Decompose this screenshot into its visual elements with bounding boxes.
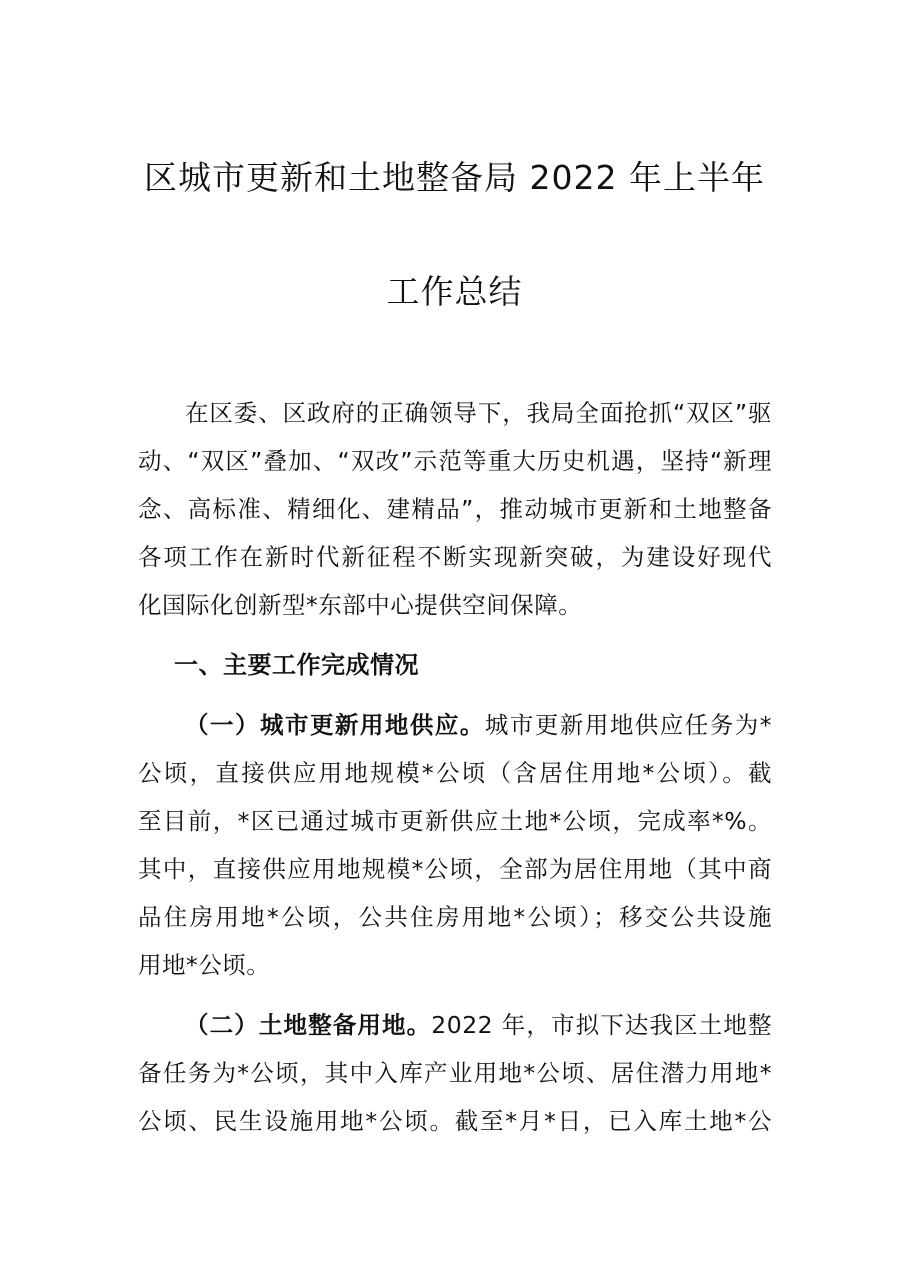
paragraph-line: 用地*公顷。 (138, 951, 271, 979)
intro-line: 化国际化创新型*东部中心提供空间保障。 (138, 591, 583, 619)
intro-line: 各项工作在新时代新征程不断实现新突破，为建设好现代 (138, 543, 772, 571)
document-body (138, 389, 772, 1145)
paragraph-text: 2022 年，市拟下达我区土地整 (431, 1011, 772, 1039)
paragraph-line: 其中，直接供应用地规模*公顷，全部为居住用地（其中商 (138, 855, 772, 883)
title-line-1: 区城市更新和土地整备局 2022 年上半年 (144, 158, 765, 197)
paragraph-line: 公顷，直接供应用地规模*公顷（含居住用地*公顷）。截 (138, 759, 772, 787)
intro-line: 念、高标准、精细化、建精品”，推动城市更新和土地整备 (138, 495, 772, 523)
paragraph-line: 至目前，*区已通过城市更新供应土地*公顷，完成率*%。 (138, 807, 772, 835)
subsection-label: （二）土地整备用地。 (185, 1011, 432, 1039)
subsection-label: （一）城市更新用地供应。 (185, 711, 485, 739)
paragraph-first-line (138, 701, 772, 749)
paragraph-text: 城市更新用地供应任务为* (484, 711, 773, 739)
intro-line: 动、“双区”叠加、“双改”示范等重大历史机遇，坚持“新理 (138, 447, 772, 475)
section-heading: 一、主要工作完成情况 (174, 651, 419, 679)
paragraph-first-line (138, 1001, 772, 1049)
intro-line: 在区委、区政府的正确领导下，我局全面抢抓“双区”驱 (185, 399, 772, 427)
title-line-2: 工作总结 (386, 272, 523, 311)
paragraph-line: 公顷、民生设施用地*公顷。截至*月*日，已入库土地*公 (138, 1107, 772, 1135)
paragraph-line: 备任务为*公顷，其中入库产业用地*公顷、居住潜力用地* (138, 1059, 772, 1087)
paragraph-line: 品住房用地*公顷，公共住房用地*公顷）；移交公共设施 (138, 903, 772, 931)
